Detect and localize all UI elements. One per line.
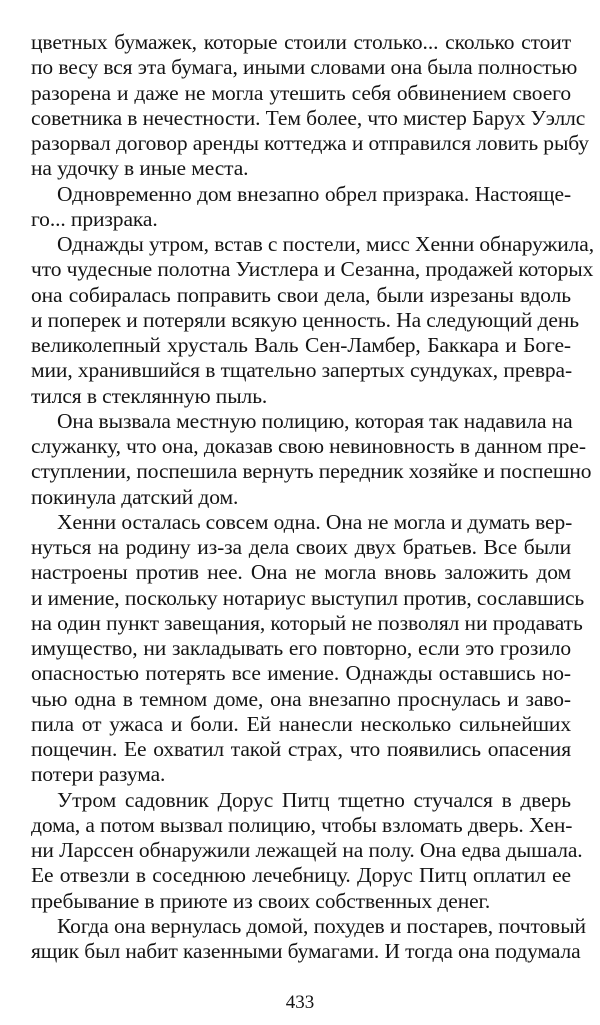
text-line: дома, а потом вызвал полицию, чтобы взломать дверь. Хен-: [31, 812, 573, 837]
text-line: что чудесные полотна Уистлера и Сезанна, продажей которых: [31, 257, 594, 282]
text-line: мии, хранившийся в тщательно запертых сундуках, превра-: [31, 358, 573, 383]
paragraph: [31, 787, 583, 914]
text-line: го... призрака.: [31, 206, 158, 231]
text-line: советника в нечестности. Тем более, что мистер Барух Уэллс: [31, 105, 586, 130]
text-line: Одновременно дом внезапно обрел призрака. Настояще-: [57, 181, 571, 206]
text-line: Утром садовник Дорус Питц тщетно стучался в дверь: [57, 787, 571, 812]
paragraph: [31, 30, 589, 182]
text-line: пила от ужаса и боли. Ей нанесли несколько сильнейших: [31, 711, 571, 736]
text-line: тился в стеклянную пыль.: [31, 383, 268, 408]
paragraph: [31, 182, 571, 233]
text-line: ни Ларссен обнаружили лежащей на полу. Она едва дышала.: [31, 838, 583, 862]
text-line: чью одна в темном доме, она внезапно проснулась и заво-: [31, 686, 571, 711]
page-number: 433: [285, 992, 315, 1013]
text-line: ступлении, поспешила вернуть передник хозяйке и поспешно: [31, 459, 592, 484]
text-line: и имение, поскольку нотариус выступил против, сославшись: [31, 585, 585, 610]
text-line: Однажды утром, встав с постели, мисс Хенни обнаружила,: [57, 232, 594, 256]
text-line: она собиралась поправить свои дела, были изрезаны вдоль: [31, 282, 571, 307]
text-line: потери разума.: [31, 762, 166, 787]
text-line: имущество, ни закладывать его повторно, если это грозило: [31, 636, 571, 660]
text-line: разорена и даже не могла утешить себя обвинением своего: [31, 80, 571, 105]
text-line: по весу вся эта бумага, иными словами она была полностью: [31, 55, 578, 80]
text-line: пощечин. Ее охватил такой страх, что появились опасения: [31, 737, 571, 761]
text-line: служанку, что она, доказав свою невиновность в данном пре-: [31, 434, 586, 458]
text-line: опасностью потерять все имение. Однажды оставшись но-: [31, 661, 571, 686]
text-line: настроены против нее. Она не могла вновь заложить дом: [31, 560, 571, 585]
paragraph: [31, 408, 592, 510]
text-line: ящик был набит казенными бумагами. И тогда она подумала: [31, 939, 581, 963]
paragraph: [31, 913, 586, 965]
paragraph: [31, 509, 585, 788]
text-line: великолепный хрусталь Валь Сен-Ламбер, Баккара и Боге-: [31, 333, 571, 357]
page-body-text: [31, 30, 594, 964]
text-line: разорвал договор аренды коттеджа и отправился ловить рыбу: [31, 131, 589, 155]
text-line: на один пункт завещания, который не позволял ни продавать: [31, 610, 583, 635]
text-line: на удочку в иные места.: [31, 156, 249, 181]
text-line: пребывание в приюте из своих собственных денег.: [31, 888, 491, 913]
text-line: покинула датский дом.: [31, 484, 239, 509]
text-line: Ее отвезли в соседнюю лечебницу. Дорус Питц оплатил ее: [31, 863, 571, 888]
paragraph: [31, 232, 594, 409]
text-line: и поперек и потеряли всякую ценность. На следующий день: [31, 307, 579, 332]
text-line: нуться на родину из-за дела своих двух братьев. Все были: [31, 535, 571, 559]
text-line: Она вызвала местную полицию, которая так надавила на: [57, 408, 573, 433]
text-line: цветных бумажек, которые стоили столько... сколько стоит: [31, 30, 571, 54]
text-line: Хенни осталась совсем одна. Она не могла и думать вер-: [57, 509, 573, 534]
text-line: Когда она вернулась домой, похудев и постарев, почтовый: [57, 913, 586, 938]
